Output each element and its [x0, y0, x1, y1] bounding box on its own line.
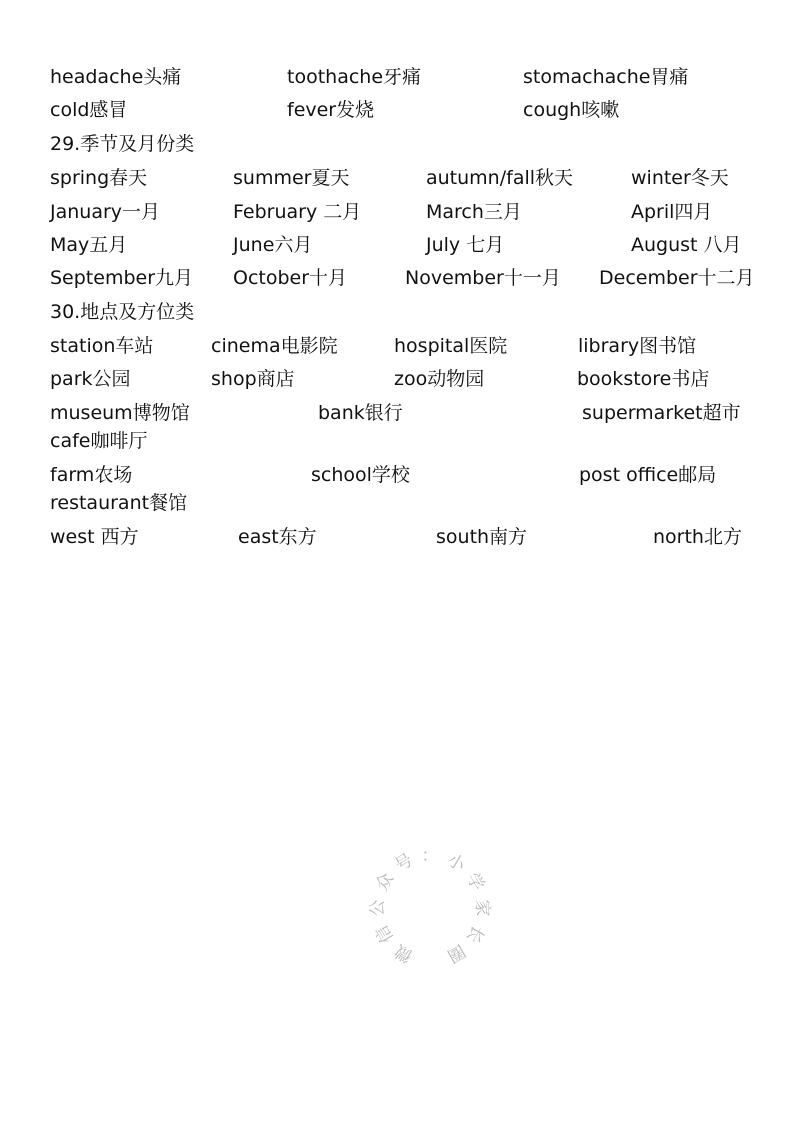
- vocab-row: [0, 263, 800, 291]
- vocab-word: station车站: [50, 335, 154, 357]
- vocab-row: [0, 95, 800, 123]
- vocab-word: June六月: [233, 234, 313, 256]
- vocab-word: winter冬天: [631, 167, 729, 189]
- vocab-row: [0, 197, 800, 225]
- vocab-word: November十一月: [405, 267, 561, 289]
- vocab-word: cinema电影院: [211, 335, 338, 357]
- vocab-row: [0, 460, 800, 488]
- watermark-char: 号: [391, 850, 417, 876]
- vocab-row: [0, 163, 800, 191]
- vocab-word: bank银行: [318, 402, 403, 424]
- vocab-word: bookstore书店: [577, 368, 710, 390]
- vocab-word: December十二月: [599, 267, 755, 289]
- vocab-word: August 八月: [631, 234, 742, 256]
- vocab-word: shop商店: [211, 368, 295, 390]
- vocab-word: headache头痛: [50, 66, 182, 88]
- watermark-char: 家: [472, 899, 492, 917]
- vocab-word: supermarket超市: [582, 402, 741, 424]
- watermark-char: 公: [368, 899, 388, 917]
- vocab-word: cold感冒: [50, 99, 128, 121]
- watermark-char: 众: [372, 869, 398, 895]
- vocab-word: summer夏天: [233, 167, 350, 189]
- watermark-char: 圈: [443, 940, 469, 966]
- vocab-word: spring春天: [50, 167, 148, 189]
- vocab-row: [0, 364, 800, 392]
- watermark-char: 学: [462, 869, 488, 895]
- watermark-char: ：: [421, 846, 439, 866]
- vocab-word: January一月: [50, 201, 161, 223]
- vocab-word: zoo动物园: [394, 368, 485, 390]
- vocab-word: post office邮局: [579, 464, 717, 486]
- vocab-word: school学校: [311, 464, 410, 486]
- vocab-row: [0, 488, 800, 516]
- vocab-row: [0, 331, 800, 359]
- vocab-word: September九月: [50, 267, 194, 289]
- watermark-char: 长: [462, 921, 488, 947]
- vocab-word: park公园: [50, 368, 131, 390]
- vocab-word: library图书馆: [578, 335, 697, 357]
- vocab-word: April四月: [631, 201, 713, 223]
- vocab-word: hospital医院: [394, 335, 508, 357]
- vocab-row: [0, 398, 800, 426]
- vocab-word: toothache牙痛: [287, 66, 422, 88]
- vocab-word: restaurant餐馆: [50, 492, 188, 514]
- vocab-row: [0, 230, 800, 258]
- vocab-word: cough咳嗽: [523, 99, 620, 121]
- vocab-word: fever发烧: [287, 99, 375, 121]
- watermark-char: 小: [443, 850, 469, 876]
- vocab-word: stomachache胃痛: [523, 66, 689, 88]
- vocab-word: museum博物馆: [50, 402, 190, 424]
- vocab-word: autumn/fall秋天: [426, 167, 574, 189]
- watermark-char: 信: [372, 921, 398, 947]
- vocab-word: July 七月: [426, 234, 505, 256]
- vocab-row: [0, 62, 800, 90]
- vocab-row: [0, 522, 800, 550]
- vocab-word: farm农场: [50, 464, 133, 486]
- vocab-word: March三月: [426, 201, 522, 223]
- watermark-char: 微: [391, 940, 417, 966]
- vocab-word: October十月: [233, 267, 348, 289]
- vocab-word: south南方: [436, 526, 528, 548]
- section-heading: 29.季节及月份类: [50, 133, 195, 155]
- vocab-word: north北方: [653, 526, 742, 548]
- vocab-word: west 西方: [50, 526, 139, 548]
- vocab-word: east东方: [238, 526, 317, 548]
- watermark-stamp: [360, 838, 500, 978]
- vocab-row: [0, 426, 800, 454]
- vocab-word: cafe咖啡厅: [50, 430, 148, 452]
- section-heading: 30.地点及方位类: [50, 301, 195, 323]
- vocab-word: February 二月: [233, 201, 362, 223]
- vocab-word: May五月: [50, 234, 128, 256]
